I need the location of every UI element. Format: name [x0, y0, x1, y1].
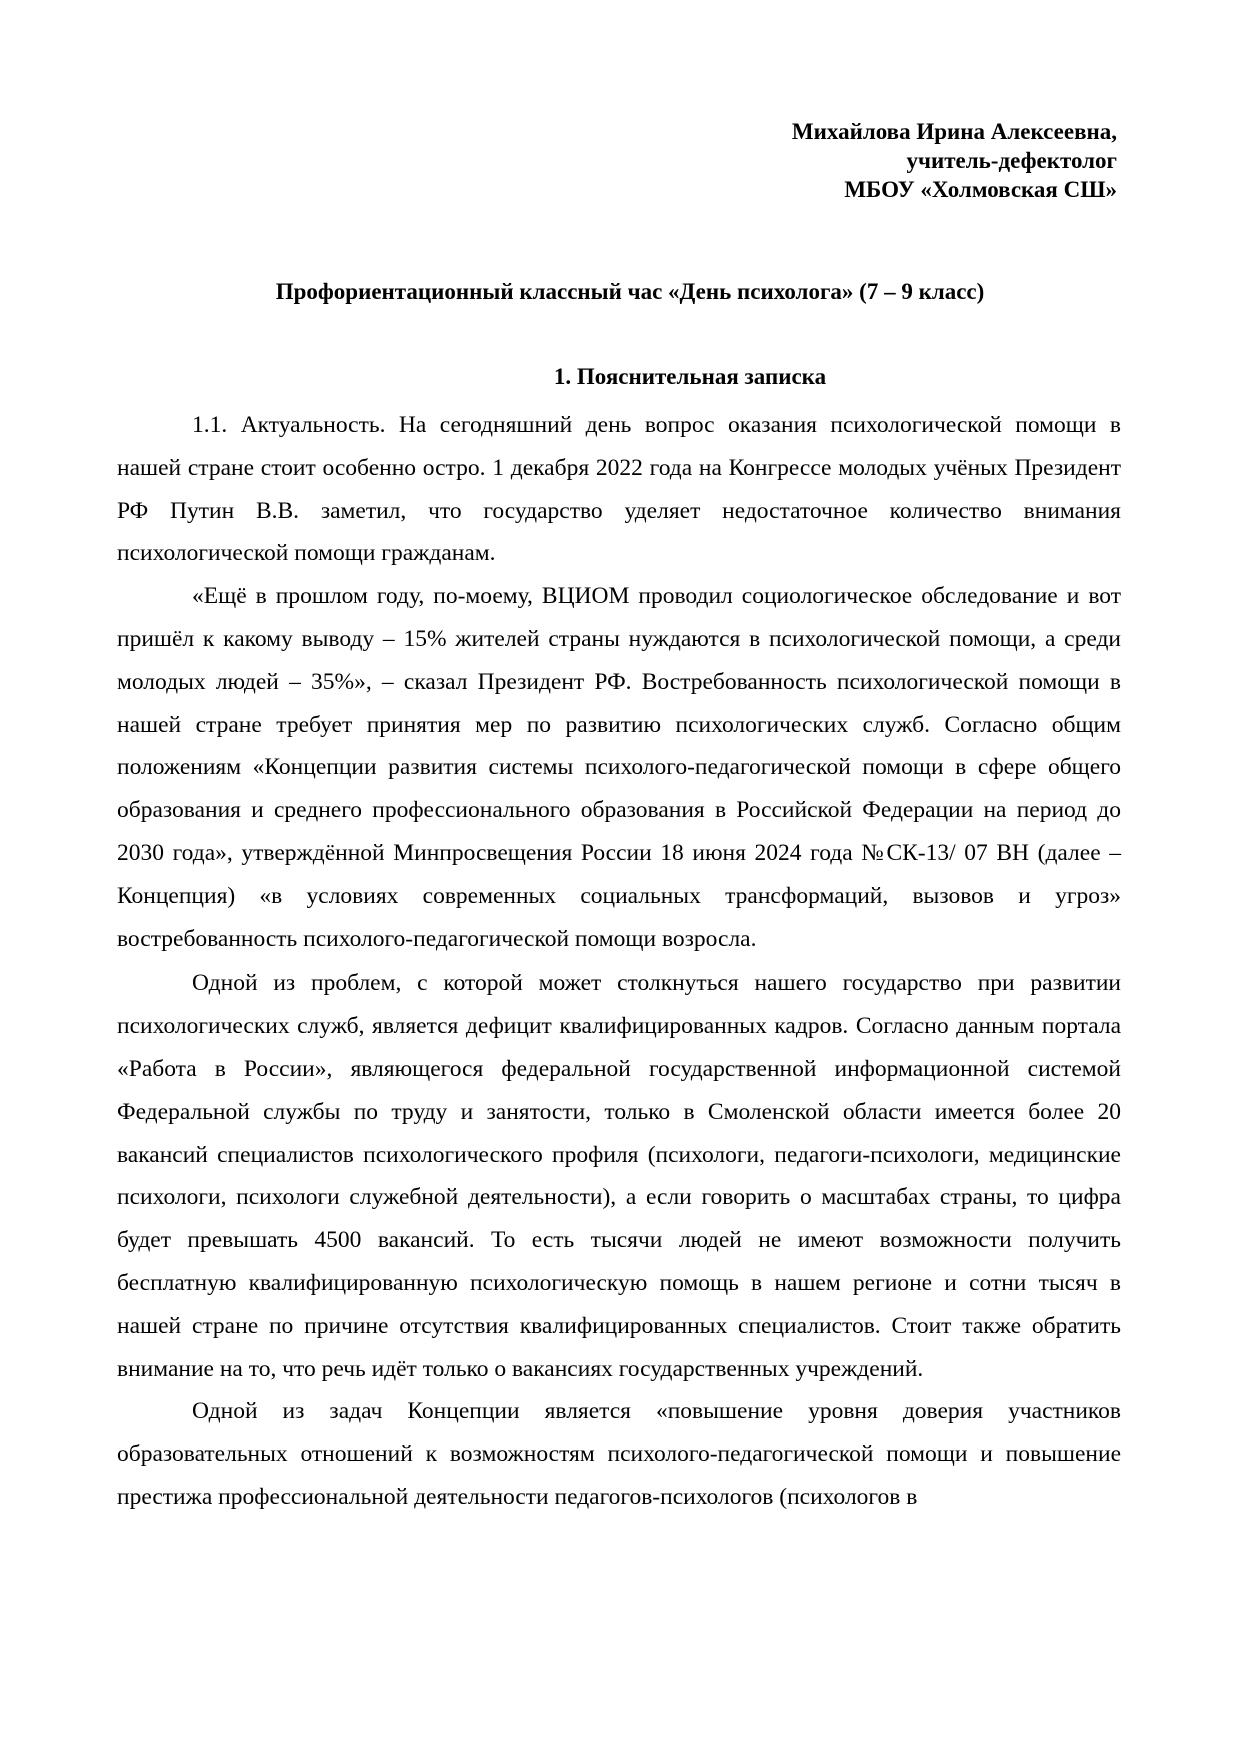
paragraph: Одной из задач Концепции является «повышение уровня доверия участников образовательных отношений к возможностям психолого-педагогической помощи и повышение престижа профессиональной деятельности педагогов-психологов (психологов в: [117, 1398, 1121, 1510]
paragraph: «Ещё в прошлом году, по-моему, ВЦИОМ проводил социологическое обследование и вот пришёл к какому выводу – 15% жителей страны нуждаются в психологической помощи, а среди молодых людей – 35%», – сказал Президент РФ. Востребованность психологической помощи в нашей стране требует принятия мер по развитию психологических служб. Согласно общим положениям «Концепции развития системы психолого-педагогической помощи в сфере общего образования и среднего профессионального образования в Российской Федерации на период до 2030 года», утверждённой Минпросвещения России 18 июня 2024 года №СК-13/ 07 ВН (далее – Концепция) «в условиях современных социальных трансформаций, вызовов и угроз» востребованность психолого-педагогической помощи возросла.: [117, 583, 1121, 952]
body-text: [117, 404, 1121, 1519]
paragraph: 1.1. Актуальность. На сегодняшний день вопрос оказания психологической помощи в нашей стране стоит особенно остро. 1 декабря 2022 года на Конгрессе молодых учёных Президент РФ Путин В.В. заметил, что государство уделяет недостаточное количество внимания психологической помощи гражданам.: [117, 412, 1121, 567]
section-heading: 1. Пояснительная записка: [553, 364, 827, 389]
author-organization: МБОУ «Холмовская СШ»: [844, 177, 1117, 202]
paragraph: Одной из проблем, с которой может столкнуться нашего государство при развитии психологических служб, является дефицит квалифицированных кадров. Согласно данным портала «Работа в России», являющегося федеральной государственной информационной системой Федеральной службы по труду и занятости, только в Смоленской области имеется более 20 вакансий специалистов психологического профиля (психологи, педагоги-психологи, медицинские психологи, психологи служебной деятельности), а если говорить о масштабах страны, то цифра будет превышать 4500 вакансий. То есть тысячи людей не имеют возможности получить бесплатную квалифицированную психологическую помощь в нашем регионе и сотни тысяч в нашей стране по причине отсутствия квалифицированных специалистов. Стоит также обратить внимание на то, что речь идёт только о вакансиях государственных учреждений.: [117, 970, 1121, 1382]
author-block: [792, 117, 1117, 204]
document-title: Профориентационный классный час «День психолога» (7 – 9 класс): [275, 279, 985, 304]
author-name: Михайлова Ирина Алексеевна,: [791, 119, 1117, 144]
author-position: учитель-дефектолог: [906, 148, 1117, 173]
